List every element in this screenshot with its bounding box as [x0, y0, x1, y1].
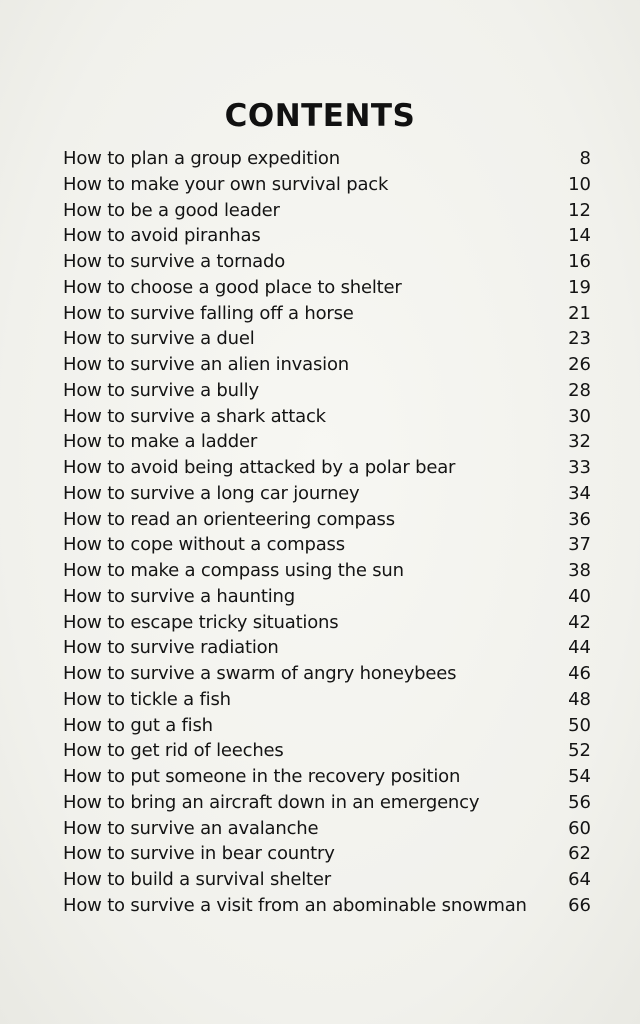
entry-title: How to survive a shark attack: [63, 405, 326, 427]
entry-title: How to be a good leader: [63, 199, 280, 221]
entry-page-number: 46: [568, 663, 591, 684]
toc-entry: [63, 172, 591, 198]
toc-entry: [63, 893, 591, 919]
entry-title: How to escape tricky situations: [63, 611, 339, 633]
toc-entry: [63, 661, 591, 687]
entry-page-number: 62: [568, 843, 591, 865]
toc-entry: [63, 249, 591, 275]
entry-page-number: 16: [568, 251, 591, 272]
table-of-contents: [63, 146, 591, 919]
entry-title: How to survive a long car journey: [63, 482, 360, 504]
entry-page-number: 64: [568, 869, 591, 890]
entry-page-number: 42: [568, 611, 591, 633]
entry-title: How to survive a duel: [63, 328, 255, 350]
entry-page-number: 28: [568, 379, 591, 401]
entry-page-number: 60: [568, 817, 591, 839]
entry-title: How to get rid of leeches: [63, 740, 284, 762]
toc-entry: [63, 584, 591, 610]
entry-title: How to survive a bully: [63, 379, 259, 401]
entry-page-number: 54: [568, 766, 591, 787]
toc-entry: [63, 841, 591, 867]
entry-title: How to survive a visit from an abominable snowman: [63, 894, 527, 916]
entry-title: How to plan a group expedition: [63, 148, 340, 169]
entry-page-number: 34: [568, 482, 591, 504]
entry-page-number: 23: [568, 328, 591, 350]
entry-page-number: 26: [568, 354, 591, 375]
entry-title: How to survive radiation: [63, 637, 279, 659]
toc-entry: [63, 429, 591, 455]
entry-title: How to avoid being attacked by a polar bear: [63, 457, 456, 478]
toc-entry: [63, 455, 591, 481]
toc-entry: [63, 764, 591, 790]
toc-entry: [63, 532, 591, 558]
toc-entry: [63, 816, 591, 842]
toc-entry: [63, 507, 591, 533]
entry-title: How to survive a tornado: [63, 251, 286, 272]
toc-entry: [63, 738, 591, 764]
entry-title: How to read an orienteering compass: [63, 508, 395, 530]
entry-page-number: 44: [568, 637, 591, 659]
toc-entry: [63, 687, 591, 713]
entry-page-number: 30: [568, 405, 591, 427]
contents-heading: CONTENTS: [224, 98, 416, 134]
toc-entry: [63, 301, 591, 327]
entry-title: How to survive an avalanche: [63, 817, 319, 839]
entry-title: How to survive an alien invasion: [63, 354, 349, 375]
entry-title: How to tickle a fish: [63, 688, 231, 710]
toc-entry: [63, 713, 591, 739]
toc-entry: [63, 275, 591, 301]
entry-page-number: 32: [568, 431, 591, 453]
entry-page-number: 48: [568, 688, 591, 710]
entry-title: How to cope without a compass: [63, 534, 345, 556]
entry-title: How to make your own survival pack: [63, 173, 389, 195]
entry-page-number: 8: [579, 148, 591, 169]
toc-entry: [63, 352, 591, 378]
entry-page-number: 56: [568, 791, 591, 813]
entry-page-number: 19: [568, 276, 591, 298]
entry-page-number: 12: [568, 199, 591, 221]
entry-page-number: 33: [568, 457, 591, 478]
entry-page-number: 10: [568, 173, 591, 195]
entry-page-number: 66: [568, 894, 591, 916]
entry-title: How to make a compass using the sun: [63, 560, 404, 581]
entry-page-number: 14: [568, 225, 591, 247]
toc-entry: [63, 481, 591, 507]
entry-title: How to build a survival shelter: [63, 869, 331, 890]
entry-page-number: 38: [568, 560, 591, 581]
entry-page-number: 50: [568, 714, 591, 736]
toc-entry: [63, 635, 591, 661]
toc-entry: [63, 867, 591, 893]
entry-page-number: 21: [568, 302, 591, 324]
toc-entry: [63, 326, 591, 352]
entry-page-number: 36: [568, 508, 591, 530]
toc-entry: [63, 378, 591, 404]
toc-entry: [63, 404, 591, 430]
entry-title: How to make a ladder: [63, 431, 258, 453]
entry-title: How to put someone in the recovery position: [63, 766, 461, 787]
toc-entry: [63, 223, 591, 249]
entry-title: How to avoid piranhas: [63, 225, 261, 247]
entry-title: How to bring an aircraft down in an emergency: [63, 791, 480, 813]
entry-title: How to survive in bear country: [63, 843, 335, 865]
toc-entry: [63, 198, 591, 224]
entry-title: How to survive falling off a horse: [63, 302, 354, 324]
entry-page-number: 37: [568, 534, 591, 556]
entry-title: How to choose a good place to shelter: [63, 276, 402, 298]
entry-title: How to survive a haunting: [63, 585, 295, 607]
entry-page-number: 52: [568, 740, 591, 762]
toc-entry: [63, 558, 591, 584]
entry-title: How to survive a swarm of angry honeybees: [63, 663, 457, 684]
entry-page-number: 40: [568, 585, 591, 607]
toc-entry: [63, 146, 591, 172]
toc-entry: [63, 790, 591, 816]
toc-entry: [63, 610, 591, 636]
entry-title: How to gut a fish: [63, 714, 213, 736]
